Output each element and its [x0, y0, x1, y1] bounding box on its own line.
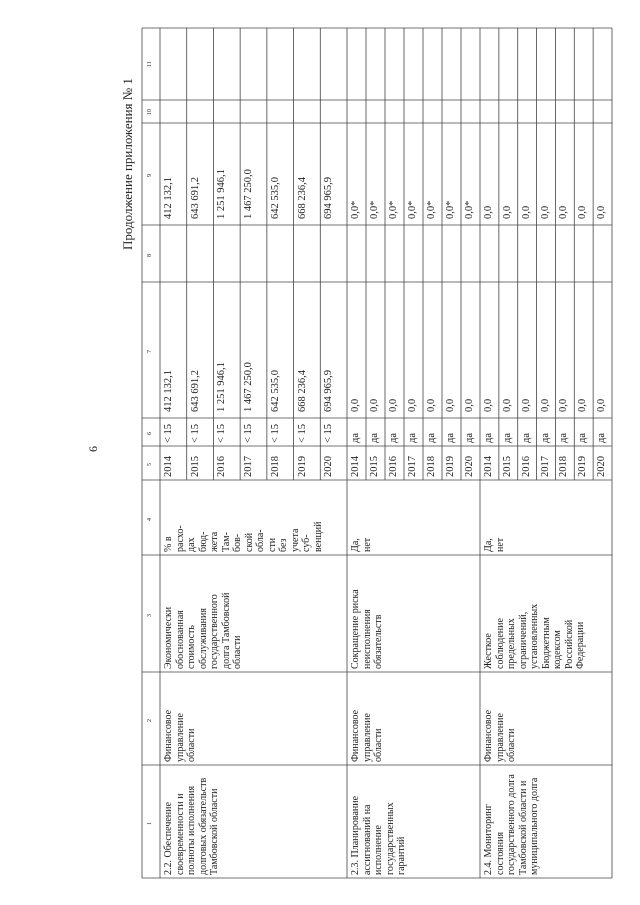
cell-fact-value: 1 467 250,0 [243, 169, 255, 219]
cell-indicator: суб- [301, 534, 312, 552]
cell-condition: да [596, 432, 608, 443]
cell-fact-value: 1 251 946,1 [216, 169, 228, 219]
cell-executor: управление [494, 713, 506, 762]
cell-result: стоимость [186, 625, 197, 669]
cell-year: 2017 [407, 456, 418, 477]
cell-indicator: расхо- [174, 525, 186, 552]
cell-name: 2.2. Обеспечение [163, 802, 174, 875]
cell-year: 2018 [269, 456, 281, 477]
cell-condition: < 15 [269, 423, 281, 443]
cell-indicator: ской [243, 532, 255, 552]
cell-indicator: венций [312, 521, 324, 552]
cell-indicator: дах [186, 537, 197, 552]
cell-fact-value: 0,0 [577, 205, 589, 219]
cell-year: 2016 [216, 456, 228, 477]
cell-fact-value: 0,0* [388, 200, 399, 219]
cell-plan-value: 0,0 [369, 398, 380, 412]
cell-executor: управление [361, 713, 373, 762]
cell-executor: Финансовое [163, 709, 174, 762]
cell-plan-value: 643 691,2 [189, 370, 201, 412]
cell-result: Экономически [163, 606, 174, 669]
cell-result: обязательств [373, 614, 384, 669]
cell-fact-value: 0,0* [369, 200, 380, 219]
cell-fact-value: 0,0 [596, 205, 608, 219]
cell-name: гарантий [396, 836, 407, 875]
cell-condition: да [539, 432, 551, 443]
cell-plan-value: 0,0 [350, 398, 361, 412]
cell-result: предельных [506, 618, 517, 669]
cell-indicator: бюд- [197, 531, 209, 552]
cell-plan-value: 0,0 [520, 398, 532, 412]
cell-condition: да [407, 432, 418, 443]
annex-title: Продолжение приложения № 1 [120, 78, 135, 250]
cell-executor: области [506, 728, 517, 762]
cell-condition: < 15 [216, 423, 228, 443]
cell-name: ассигнований на [361, 804, 373, 875]
cell-plan-value: 1 467 250,0 [243, 362, 255, 412]
cell-indicator: Да, [350, 538, 361, 552]
cell-fact-value: 0,0 [501, 205, 513, 219]
cell-result: Жесткое [483, 633, 494, 669]
cell-fact-value: 642 535,0 [269, 177, 281, 219]
cell-result: обслуживания [197, 608, 209, 669]
cell-result: обоснованная [174, 610, 186, 669]
cell-indicator: без [278, 538, 289, 552]
cell-plan-value: 0,0 [464, 398, 475, 412]
cell-indicator: бов- [232, 533, 243, 552]
column-number: 3 [147, 613, 153, 617]
cell-plan-value: 1 251 946,1 [216, 362, 228, 412]
column-number: 4 [147, 517, 153, 521]
cell-plan-value: 0,0 [501, 398, 513, 412]
cell-year: 2016 [388, 456, 399, 477]
cell-year: 2017 [539, 456, 551, 477]
cell-name: 2.3. Планирование [350, 795, 361, 875]
cell-plan-value: 694 965,9 [323, 370, 335, 412]
cell-indicator: Да, [483, 538, 494, 552]
cell-plan-value: 642 535,0 [269, 370, 281, 412]
cell-condition: да [426, 432, 437, 443]
cell-fact-value: 0,0* [445, 200, 456, 219]
cell-indicator: нет [361, 537, 373, 552]
cell-result: неисполнения [361, 609, 373, 669]
cell-year: 2019 [296, 456, 308, 477]
column-number: 1 [147, 821, 153, 825]
cell-year: 2015 [369, 456, 380, 477]
cell-result: ограничений, [517, 611, 529, 669]
cell-year: 2019 [577, 456, 589, 477]
cell-condition: да [350, 432, 361, 443]
cell-name: полноты исполнения [186, 785, 197, 875]
cell-result: кодексом [552, 630, 563, 669]
cell-condition: < 15 [163, 423, 174, 443]
cell-plan-value: 0,0 [407, 398, 418, 412]
cell-name: своевременности и [174, 793, 186, 875]
cell-condition: да [558, 432, 570, 443]
column-number: 2 [147, 718, 153, 722]
cell-plan-value: 0,0 [445, 398, 456, 412]
cell-condition: да [520, 432, 532, 443]
cell-fact-value: 643 691,2 [189, 177, 201, 219]
cell-condition: < 15 [323, 423, 335, 443]
cell-indicator: жета [209, 531, 220, 552]
cell-result: установленных [529, 603, 540, 669]
cell-fact-value: 0,0* [350, 200, 361, 219]
cell-plan-value: 668 236,4 [296, 370, 308, 412]
cell-name: 2.4. Мониторинг [483, 804, 494, 875]
cell-result: области [232, 635, 243, 669]
cell-fact-value: 694 965,9 [323, 177, 335, 219]
cell-result: Российской [563, 619, 575, 669]
cell-indicator: обла- [255, 529, 266, 552]
cell-fact-value: 0,0 [539, 205, 551, 219]
cell-year: 2020 [596, 456, 608, 477]
cell-indicator: % в [163, 536, 174, 552]
cell-name: Тамбовской области и [517, 780, 529, 875]
cell-year: 2017 [243, 456, 255, 477]
cell-fact-value: 668 236,4 [296, 177, 308, 219]
cell-fact-value: 0,0 [558, 205, 570, 219]
cell-result: государственного [209, 594, 220, 669]
page-number: 6 [86, 446, 100, 452]
cell-condition: да [464, 432, 475, 443]
cell-condition: < 15 [243, 423, 255, 443]
cell-indicator: учета [289, 528, 301, 552]
cell-fact-value: 0,0* [407, 200, 418, 219]
column-number: 6 [147, 432, 153, 435]
cell-year: 2015 [189, 456, 201, 477]
cell-result: Сокращение риска [350, 589, 361, 669]
cell-executor: области [186, 728, 197, 762]
cell-executor: области [373, 728, 384, 762]
cell-year: 2015 [501, 456, 513, 477]
column-number: 7 [147, 350, 153, 353]
cell-condition: да [483, 432, 494, 443]
cell-executor: управление [174, 713, 186, 762]
cell-fact-value: 412 132,1 [163, 177, 174, 219]
cell-year: 2020 [464, 456, 475, 477]
cell-plan-value: 0,0 [483, 398, 494, 412]
cell-indicator: сти [266, 537, 278, 552]
cell-condition: да [388, 432, 399, 443]
cell-year: 2014 [483, 456, 494, 477]
cell-plan-value: 0,0 [426, 398, 437, 412]
cell-plan-value: 412 132,1 [163, 370, 174, 412]
cell-plan-value: 0,0 [577, 398, 589, 412]
column-number: 9 [147, 174, 153, 177]
cell-condition: да [501, 432, 513, 443]
cell-name: долговых обязательств [197, 777, 209, 875]
column-number: 11 [147, 61, 153, 67]
cell-year: 2014 [163, 456, 174, 477]
cell-fact-value: 0,0* [464, 200, 475, 219]
cell-fact-value: 0,0 [483, 205, 494, 219]
cell-year: 2018 [558, 456, 570, 477]
cell-indicator: Там- [220, 532, 232, 552]
cell-fact-value: 0,0* [426, 200, 437, 219]
cell-executor: Финансовое [483, 709, 494, 762]
cell-name: Тамбовской области [209, 788, 220, 875]
cell-condition: < 15 [189, 423, 201, 443]
column-number: 8 [147, 253, 153, 257]
cell-year: 2020 [323, 456, 335, 477]
cell-result: долга Тамбовской [220, 592, 232, 669]
cell-plan-value: 0,0 [388, 398, 399, 412]
cell-condition: да [369, 432, 380, 443]
cell-indicator: нет [494, 537, 506, 552]
cell-plan-value: 0,0 [558, 398, 570, 412]
cell-fact-value: 0,0 [520, 205, 532, 219]
cell-year: 2014 [350, 456, 361, 477]
cell-condition: < 15 [296, 423, 308, 443]
cell-name: исполнение [373, 825, 384, 875]
cell-name: состояния [494, 831, 506, 875]
cell-condition: да [445, 432, 456, 443]
cell-condition: да [577, 432, 589, 443]
cell-executor: Финансовое [350, 709, 361, 762]
cell-name: муниципального долга [529, 777, 540, 875]
cell-year: 2018 [426, 456, 437, 477]
cell-year: 2019 [445, 456, 456, 477]
cell-name: государственного долга [506, 774, 517, 875]
column-number: 10 [147, 108, 153, 115]
cell-result: Федерации [575, 621, 586, 669]
cell-plan-value: 0,0 [539, 398, 551, 412]
cell-year: 2016 [520, 456, 532, 477]
cell-plan-value: 0,0 [596, 398, 608, 412]
cell-result: соблюдение [494, 618, 506, 669]
cell-name: государственных [384, 802, 396, 875]
cell-result: Бюджетным [540, 617, 552, 669]
column-number: 5 [147, 463, 153, 466]
